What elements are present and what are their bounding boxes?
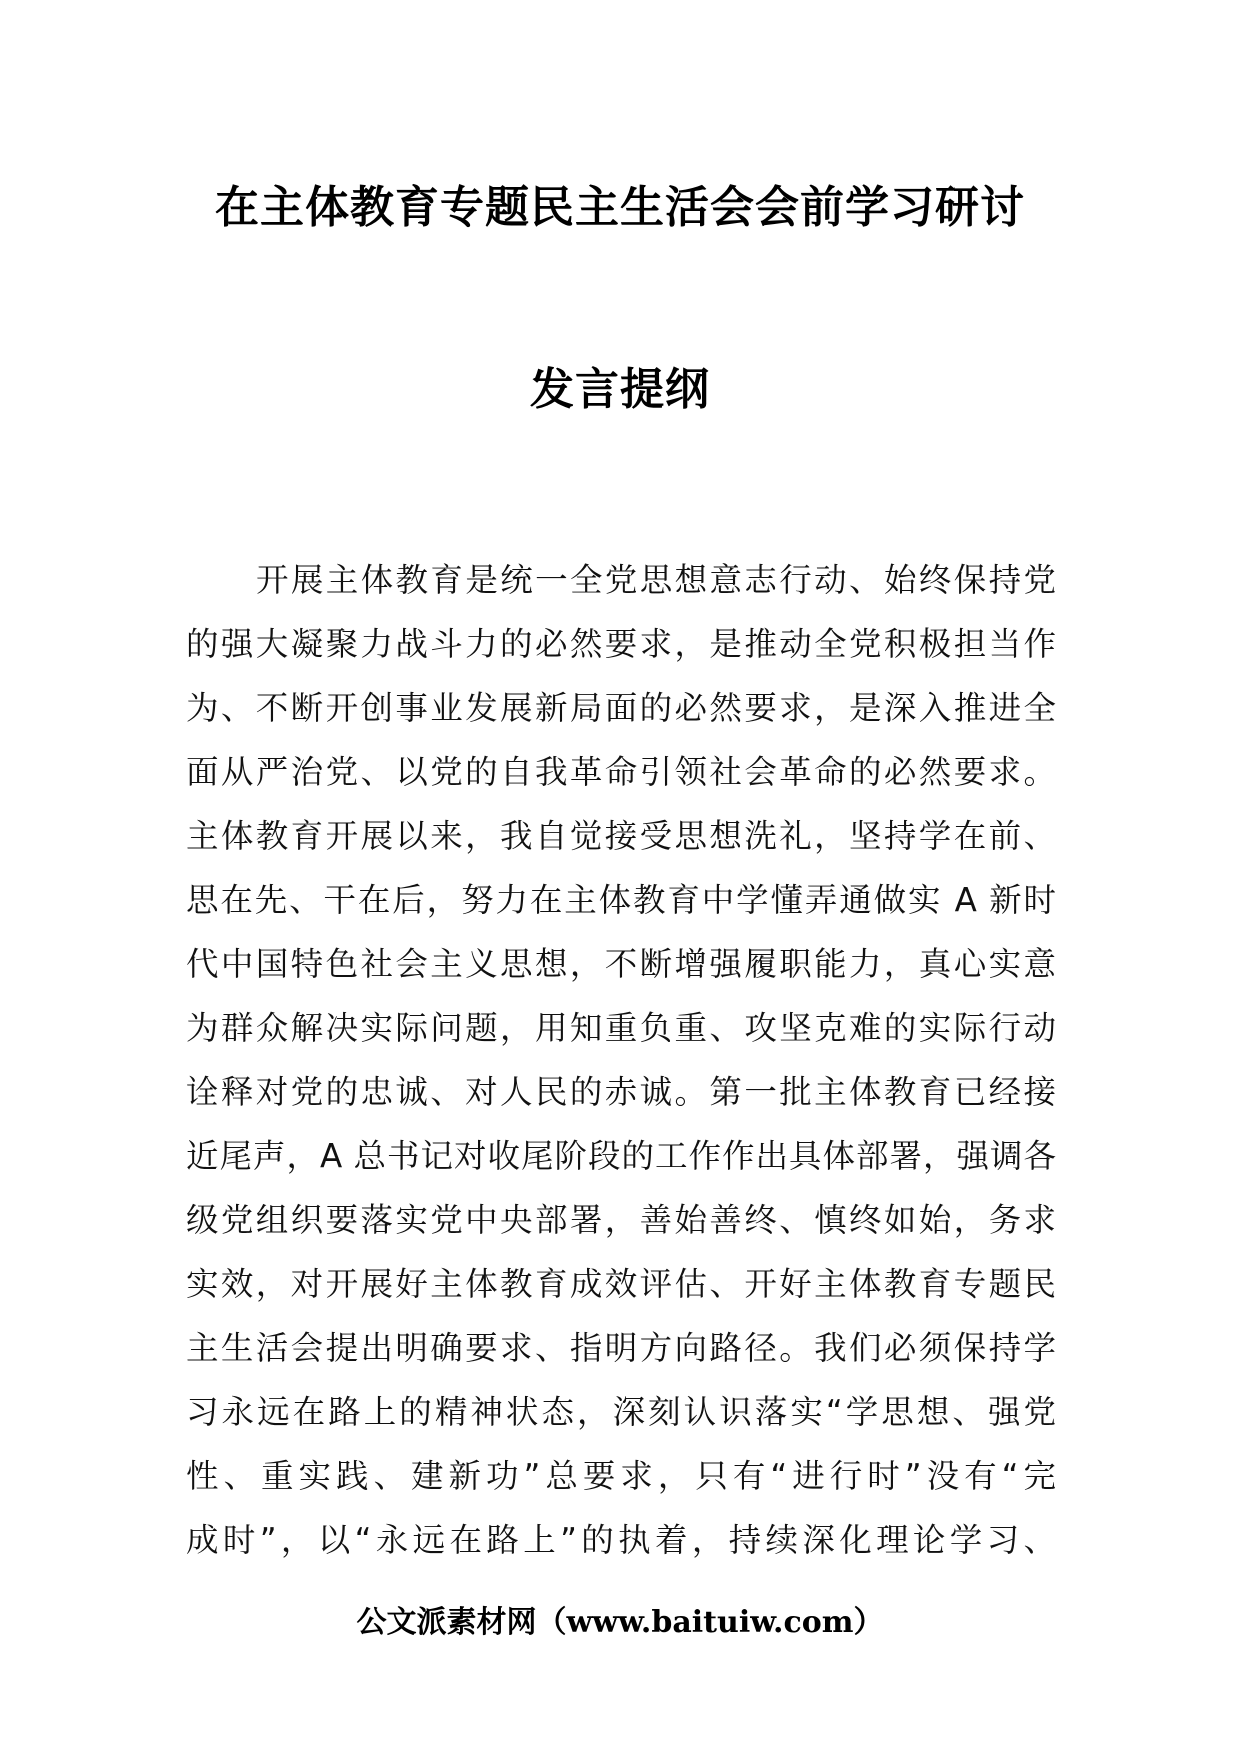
document-title-line-1: 在主体教育专题民主生活会会前学习研讨 xyxy=(215,182,1025,233)
body-line: 近尾声，A 总书记对收尾阶段的工作作出具体部署，强调各 xyxy=(186,1137,1056,1175)
body-line: 思在先、干在后，努力在主体教育中学懂弄通做实 A 新时 xyxy=(186,881,1056,919)
document-body xyxy=(186,548,1056,1572)
body-line: 性、重实践、建新功”总要求，只有“进行时”没有“完 xyxy=(186,1457,1056,1495)
footer-source: 公文派素材网（www.baituiw.com） xyxy=(356,1605,884,1640)
body-line: 代中国特色社会主义思想，不断增强履职能力，真心实意 xyxy=(186,945,1056,983)
body-line: 的强大凝聚力战斗力的必然要求，是推动全党积极担当作 xyxy=(186,625,1056,663)
body-line: 成时”，以“永远在路上”的执着，持续深化理论学习、 xyxy=(186,1521,1056,1559)
body-line: 级党组织要落实党中央部署，善始善终、慎终如始，务求 xyxy=(186,1201,1056,1239)
body-line: 主生活会提出明确要求、指明方向路径。我们必须保持学 xyxy=(186,1329,1056,1367)
body-line: 面从严治党、以党的自我革命引领社会革命的必然要求。 xyxy=(186,753,1056,791)
body-line: 为、不断开创事业发展新局面的必然要求，是深入推进全 xyxy=(186,689,1056,727)
body-line: 诠释对党的忠诚、对人民的赤诚。第一批主体教育已经接 xyxy=(186,1073,1056,1111)
body-line: 开展主体教育是统一全党思想意志行动、始终保持党 xyxy=(256,561,1056,599)
body-line: 为群众解决实际问题，用知重负重、攻坚克难的实际行动 xyxy=(186,1009,1056,1047)
body-line: 主体教育开展以来，我自觉接受思想洗礼，坚持学在前、 xyxy=(186,817,1056,855)
document-title-line-2: 发言提纲 xyxy=(530,364,710,415)
body-line: 习永远在路上的精神状态，深刻认识落实“学思想、强党 xyxy=(186,1393,1056,1431)
body-line: 实效，对开展好主体教育成效评估、开好主体教育专题民 xyxy=(186,1265,1056,1303)
